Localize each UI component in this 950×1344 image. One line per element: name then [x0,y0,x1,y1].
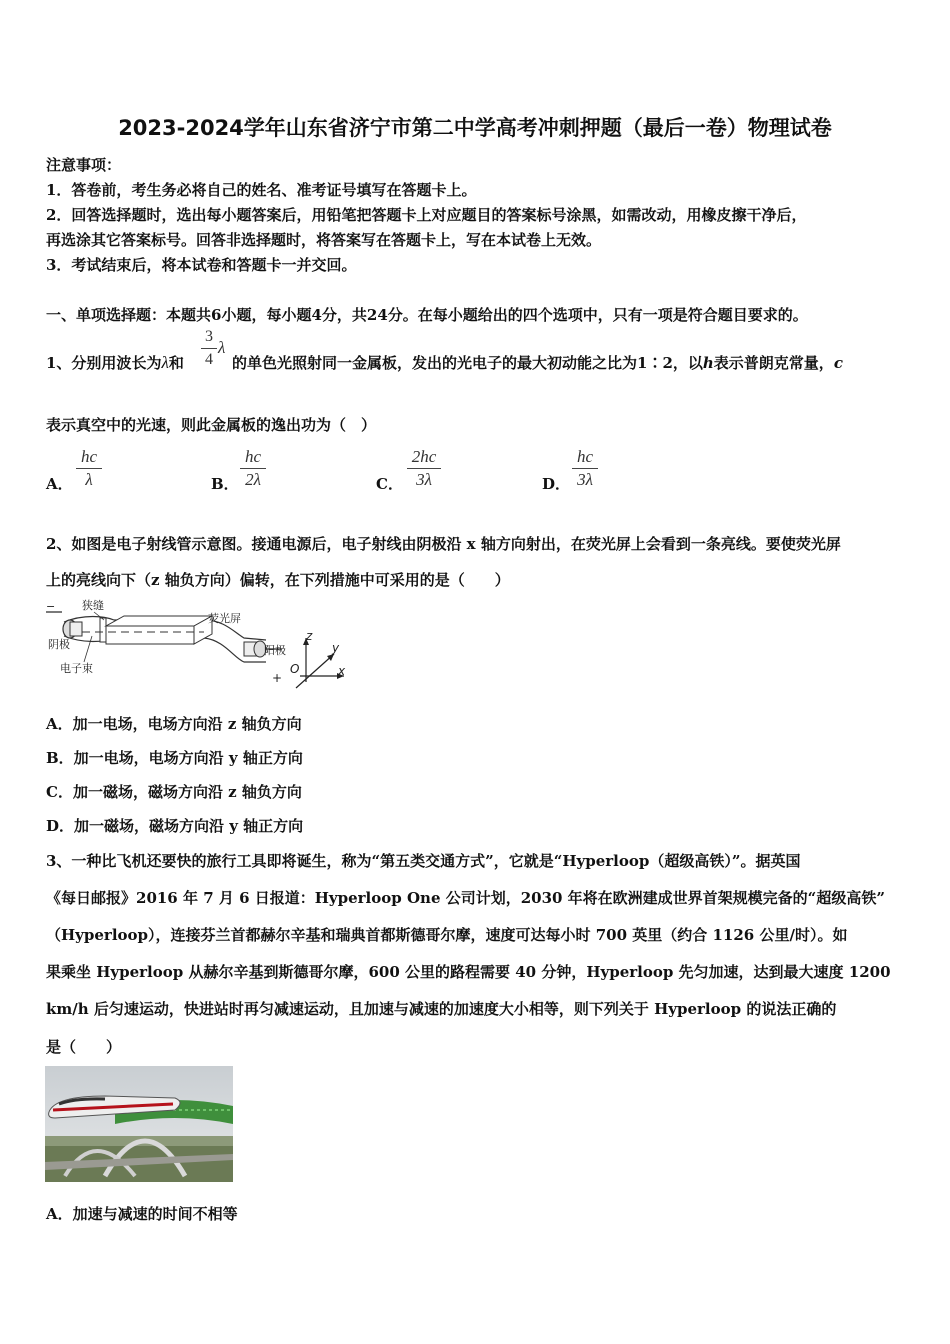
q1-option-d-num: hc [576,447,594,466]
q1-frac-bar [201,348,217,349]
q1-option-d-den: 3λ [577,470,593,489]
cathode-body [70,622,82,636]
beam-label: 电子束 [60,662,93,675]
notice-item-2-line1: 2．回答选择题时，选出每小题答案后，用铅笔把答题卡上对应题目的答案标号涂黑，如需改动，用橡皮擦干净后， [46,206,807,224]
q2-option-d: D．加一磁场，磁场方向沿 y 轴正方向 [46,817,304,835]
beam-leader [84,636,92,662]
q1-suffix: 的单色光照射同一金属板，发出的光电子的最大初动能之比为1∶2，以 [232,354,703,372]
q1-option-a-bar [76,468,102,469]
q1-prefix: 1、分别用波长为 [46,354,162,372]
q1-option-a-label: A． [46,475,73,493]
q1-c: c [833,354,843,372]
q1-frac-num: 3 [205,328,213,345]
anode-label: 阳极 [264,644,286,657]
q1-option-a-fraction [76,448,102,489]
electron-tube-diagram [44,596,350,690]
axis-y-label: y [332,641,340,655]
slit-plate [100,618,106,642]
q1-and: 和 [168,354,184,372]
slit-label: 狭缝 [82,599,104,612]
q1-h: h [702,354,714,372]
q1-line1-rest [232,352,843,373]
q3-line6: 是（ ） [46,1038,122,1056]
q1-option-b-den: 2λ [245,470,261,489]
q1-option-c-num: 2hc [411,447,437,466]
axis-y-line [296,654,334,688]
q1-option-d-fraction [572,448,598,489]
q1-option-b-fraction [240,448,266,489]
q1-lambda-2: λ [218,338,226,357]
plus-sign: + [272,671,283,685]
q2-option-c: C．加一磁场，磁场方向沿 z 轴负方向 [46,783,302,801]
q1-option-c-bar [407,468,441,469]
q3-line4: 果乘坐 Hyperloop 从赫尔辛基到斯德哥尔摩，600 公里的路程需要 40 分钟，Hyperloop 先匀加速，达到最大速度 1200 [46,963,891,981]
section-heading: 一、单项选择题：本题共6小题，每小题4分，共24分。在每小题给出的四个选项中，只有一项是符合题目要求的。 [46,306,808,324]
q1-mid: 表示普朗克常量， [713,354,834,372]
axis-z-label: z [306,629,313,643]
q1-option-a-num: hc [80,447,98,466]
q2-option-b: B．加一电场，电场方向沿 y 轴正方向 [46,749,303,767]
screen-front-face [106,626,194,644]
q3-line2: 《每日邮报》2016 年 7 月 6 日报道：Hyperloop One 公司计划，2030 年将在欧洲建成世界首架规模完备的“超级高铁” [46,889,885,907]
q1-option-d-label: D． [542,475,571,493]
q1-option-b-bar [240,468,266,469]
q3-line5: km/h 后匀速运动，快进站时再匀减速运动，且加速与减速的加速度大小相等，则下列关于 Hyperloop 的说法正确的 [46,1000,837,1018]
q1-option-c-label: C． [376,475,403,493]
q1-frac-den: 4 [205,351,213,368]
page-title: 2023-2024学年山东省济宁市第二中学高考冲刺押题（最后一卷）物理试卷 [118,116,832,140]
q2-line2: 上的亮线向下（z 轴负方向）偏转，在下列措施中可采用的是（ ） [46,571,510,589]
notice-item-2-line2: 再选涂其它答案标号。回答非选择题时，将答案写在答题卡上，写在本试卷上无效。 [46,231,602,249]
minus-sign: − [46,600,56,613]
q1-line1 [46,352,184,373]
q2-option-a: A．加一电场，电场方向沿 z 轴负方向 [46,715,302,733]
q1-option-c-fraction [407,448,441,489]
q1-option-c-den: 3λ [416,470,432,489]
q2-line1: 2、如图是电子射线管示意图。接通电源后，电子射线由阴极沿 x 轴方向射出，在荧光屏上会看到一条亮线。要使荧光屏 [46,535,841,553]
notice-heading: 注意事项： [46,156,122,174]
notice-item-1: 1．答卷前，考生务必将自己的姓名、准考证号填写在答题卡上。 [46,181,477,199]
cathode-label: 阴极 [48,638,70,651]
notice-item-3: 3．考试结束后，将本试卷和答题卡一并交回。 [46,256,357,274]
q1-fraction [201,328,217,369]
q1-option-b-num: hc [244,447,262,466]
q3-line1: 3、一种比飞机还要快的旅行工具即将诞生，称为“第五类交通方式”，它就是“Hyperloop（超级高铁）”。据英国 [46,852,801,870]
q1-option-b-label: B． [211,475,239,493]
hyperloop-photo [45,1066,233,1182]
axis-x-label: x [338,664,346,678]
q1-line2: 表示真空中的光速，则此金属板的逸出功为（ ） [46,416,377,434]
axis-origin-label: O [290,662,300,676]
screen-label: 荧光屏 [208,612,241,625]
q1-lambda: λ [161,353,169,372]
q3-option-a: A．加速与减速的时间不相等 [46,1205,238,1223]
q1-option-a-den: λ [85,470,93,489]
q1-option-d-bar [572,468,598,469]
q3-line3: （Hyperloop），连接芬兰首都赫尔辛基和瑞典首都斯德哥尔摩，速度可达每小时 700 英里（约合 1126 公里/时）。如 [46,926,848,944]
